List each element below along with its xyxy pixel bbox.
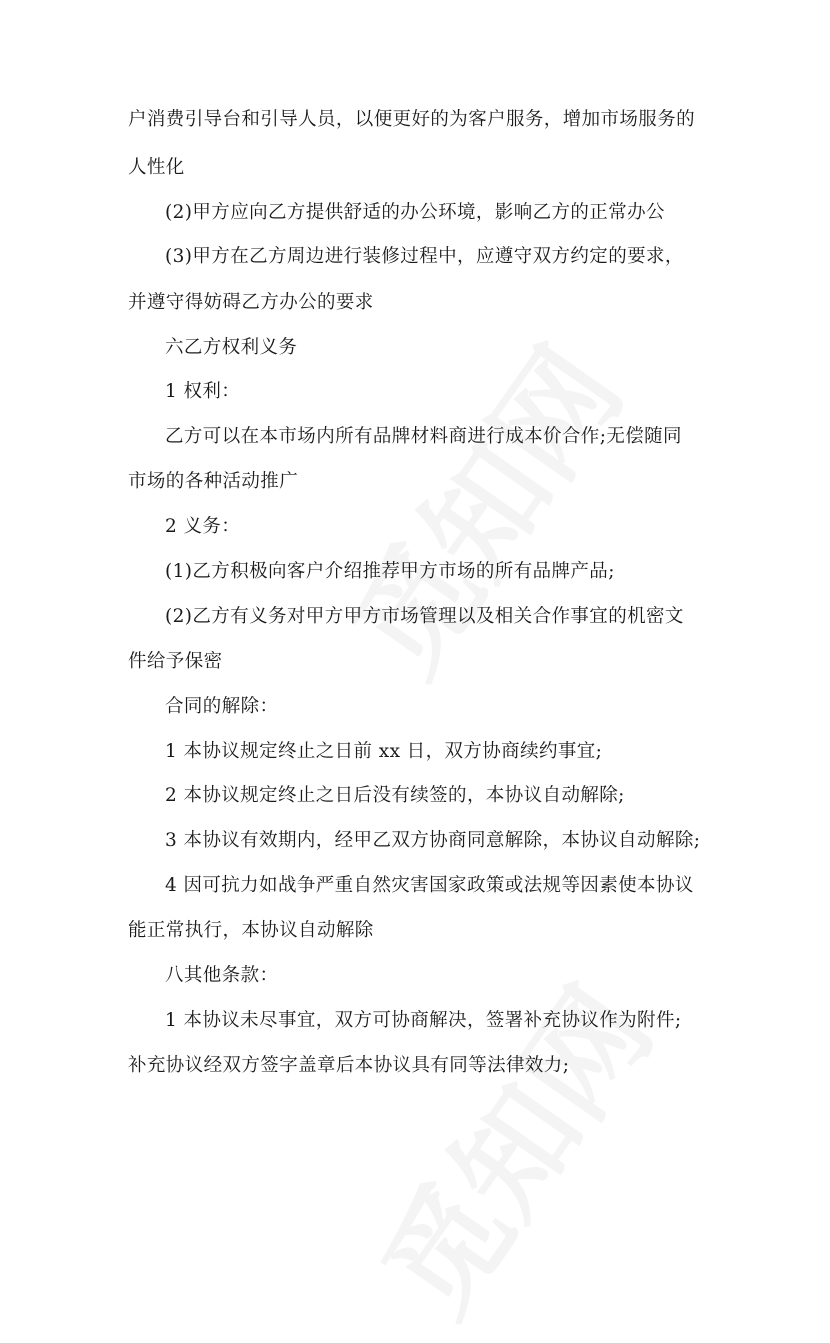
text-line-3: (2)甲方应向乙方提供舒适的办公环境，影响乙方的正常办公 [165,202,665,223]
text-line-4: (3)甲方在乙方周边进行装修过程中，应遵守双方约定的要求， [165,246,684,267]
text-line-8: 乙方可以在本市场内所有品牌材料商进行成本价合作;无偿随同 [165,426,682,447]
text-line-9: 市场的各种活动推广 [128,471,299,492]
text-line-16: 2 本协议规定终止之日后没有续签的，本协议自动解除; [165,785,625,806]
text-line-19: 能正常执行，本协议自动解除 [128,920,374,941]
text-line-5: 并遵守得妨碍乙方办公的要求 [128,292,374,313]
watermark-upper [306,309,653,703]
text-line-18: 4 因可抗力如战争严重自然灾害国家政策或法规等因素使本协议 [165,875,694,896]
text-line-1: 户消费引导台和引导人员，以便更好的为客户服务，增加市场服务的 [128,109,696,130]
text-line-2: 人性化 [128,157,185,178]
text-line-7: 1 权利： [165,381,241,402]
text-line-12: (2)乙方有义务对甲方甲方市场管理以及相关合作事宜的机密文 [165,606,684,627]
text-line-11: (1)乙方积极向客户介绍推荐甲方市场的所有品牌产品; [165,561,615,582]
text-line-15: 1 本协议规定终止之日前 xx 日，双方协商续约事宜; [165,741,603,762]
text-line-21: 1 本协议未尽事宜，双方可协商解决，签署补充协议作为附件; [165,1010,682,1031]
text-line-10: 2 义务： [165,516,241,537]
text-line-13: 件给予保密 [128,651,223,672]
text-line-22: 补充协议经双方签字盖章后本协议具有同等法律效力; [128,1055,570,1076]
text-line-20: 八其他条款： [165,965,279,986]
text-line-17: 3 本协议有效期内，经甲乙双方协商同意解除，本协议自动解除; [165,830,701,851]
text-line-14: 合同的解除： [165,696,279,717]
text-line-6: 六乙方权利义务 [165,337,298,358]
